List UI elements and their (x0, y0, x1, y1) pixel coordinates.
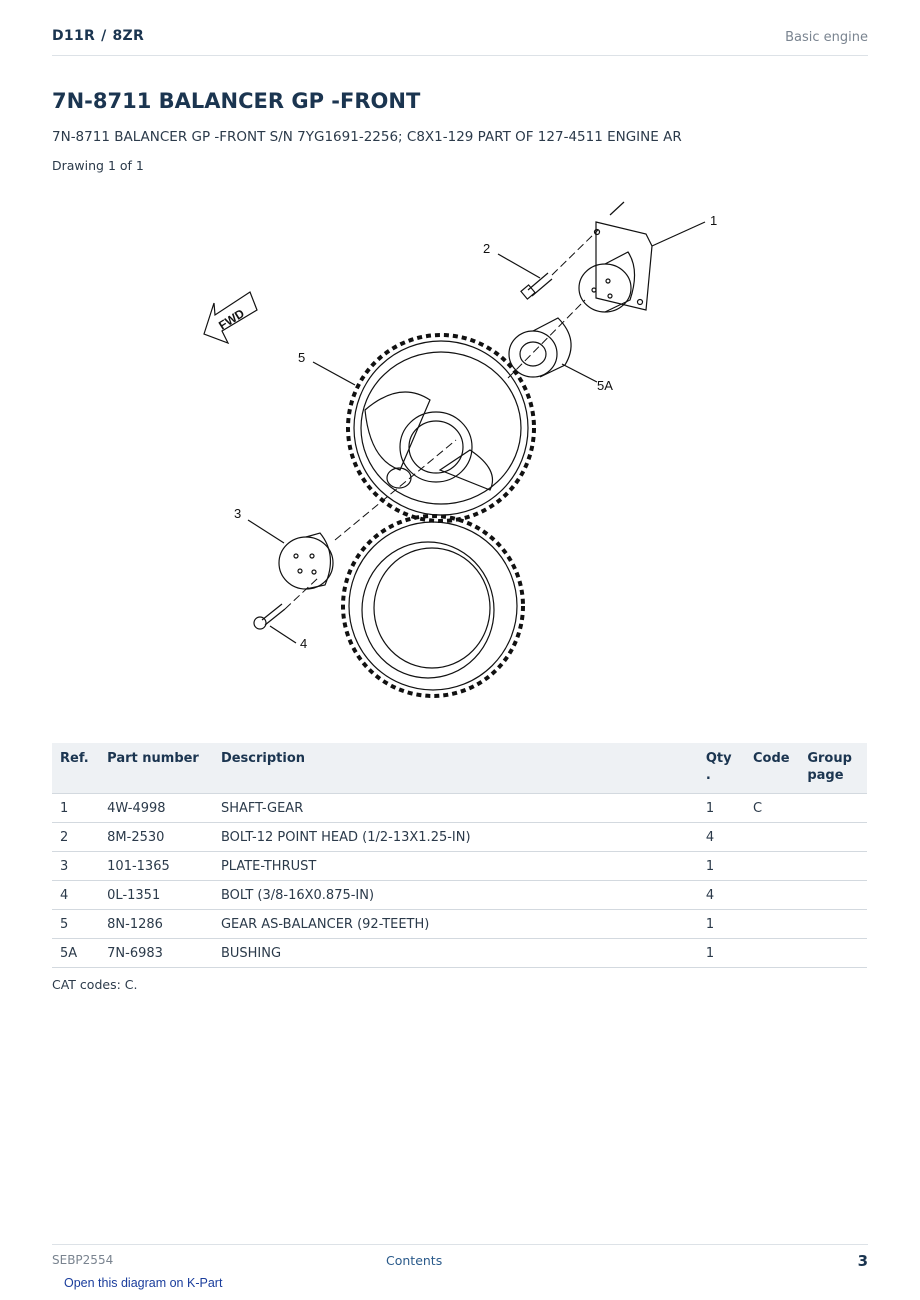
forward-arrow-label: FWD (216, 306, 247, 333)
thrust-plate (279, 533, 333, 589)
col-header-qty: Qty . (698, 743, 745, 794)
cell-description: BUSHING (213, 939, 698, 968)
cell-description: GEAR AS-BALANCER (92-TEETH) (213, 910, 698, 939)
table-row (52, 881, 867, 910)
cell-description: BOLT (3/8-16X0.875-IN) (213, 881, 698, 910)
parts-table (52, 743, 867, 968)
cell-ref: 2 (52, 823, 99, 852)
callout-5a: 5A (597, 378, 613, 393)
exploded-parts-diagram (190, 190, 750, 710)
cat-codes-note: CAT codes: C. (52, 977, 138, 992)
callout-1: 1 (710, 213, 718, 228)
cell-group-page (799, 910, 867, 939)
balancer-gear-upper (348, 335, 534, 521)
bolt-12-point (521, 273, 552, 299)
page-number: 3 (857, 1252, 868, 1270)
table-header-row (52, 743, 867, 794)
breadcrumb-separator: / (101, 28, 107, 44)
col-header-code: Code (745, 743, 799, 794)
cell-part-number: 8M-2530 (99, 823, 213, 852)
serial-prefix-label: 8ZR (112, 28, 145, 44)
page-subtitle: 7N-8711 BALANCER GP -FRONT S/N 7YG1691-2256; C8X1-129 PART OF 127-4511 ENGINE AR (52, 129, 682, 145)
callout-2: 2 (483, 241, 491, 256)
cell-part-number: 4W-4998 (99, 794, 213, 823)
col-header-part-number: Part number (99, 743, 213, 794)
cell-group-page (799, 939, 867, 968)
col-header-description: Description (213, 743, 698, 794)
contents-link[interactable]: Contents (386, 1253, 443, 1268)
drawing-counter: Drawing 1 of 1 (52, 158, 144, 173)
breadcrumb (52, 28, 144, 44)
cell-qty: 1 (698, 852, 745, 881)
cell-ref: 1 (52, 794, 99, 823)
cell-part-number: 8N-1286 (99, 910, 213, 939)
col-header-group-page: Group page (799, 743, 867, 794)
cell-ref: 3 (52, 852, 99, 881)
shaft-gear-housing (579, 202, 652, 312)
page-title: 7N-8711 BALANCER GP -FRONT (52, 89, 421, 113)
cell-group-page (799, 823, 867, 852)
cell-ref: 4 (52, 881, 99, 910)
cell-code (745, 910, 799, 939)
cell-part-number: 0L-1351 (99, 881, 213, 910)
cell-ref: 5A (52, 939, 99, 968)
col-header-ref: Ref. (52, 743, 99, 794)
cell-qty: 1 (698, 794, 745, 823)
cell-group-page (799, 881, 867, 910)
cell-ref: 5 (52, 910, 99, 939)
open-kpart-link[interactable]: Open this diagram on K-Part (64, 1276, 223, 1290)
model-label: D11R (52, 28, 96, 44)
callout-5: 5 (298, 350, 306, 365)
table-row (52, 794, 867, 823)
cell-code (745, 852, 799, 881)
cell-qty: 1 (698, 910, 745, 939)
footer-divider (52, 1244, 868, 1245)
cell-code (745, 823, 799, 852)
cell-description: SHAFT-GEAR (213, 794, 698, 823)
callout-4: 4 (300, 636, 308, 651)
callout-3: 3 (234, 506, 242, 521)
cell-group-page (799, 852, 867, 881)
document-id: SEBP2554 (52, 1253, 114, 1267)
section-label: Basic engine (785, 30, 868, 45)
cell-qty: 1 (698, 939, 745, 968)
cell-part-number: 101-1365 (99, 852, 213, 881)
cell-qty: 4 (698, 823, 745, 852)
cell-code: C (745, 794, 799, 823)
balancer-gear-lower (343, 516, 523, 696)
table-row (52, 939, 867, 968)
cell-description: BOLT-12 POINT HEAD (1/2-13X1.25-IN) (213, 823, 698, 852)
cell-code (745, 939, 799, 968)
bolt-small (254, 604, 285, 629)
cell-group-page (799, 794, 867, 823)
cell-qty: 4 (698, 881, 745, 910)
cell-code (745, 881, 799, 910)
table-row (52, 823, 867, 852)
table-row (52, 910, 867, 939)
cell-part-number: 7N-6983 (99, 939, 213, 968)
table-row (52, 852, 867, 881)
cell-description: PLATE-THRUST (213, 852, 698, 881)
header-divider (52, 55, 868, 56)
